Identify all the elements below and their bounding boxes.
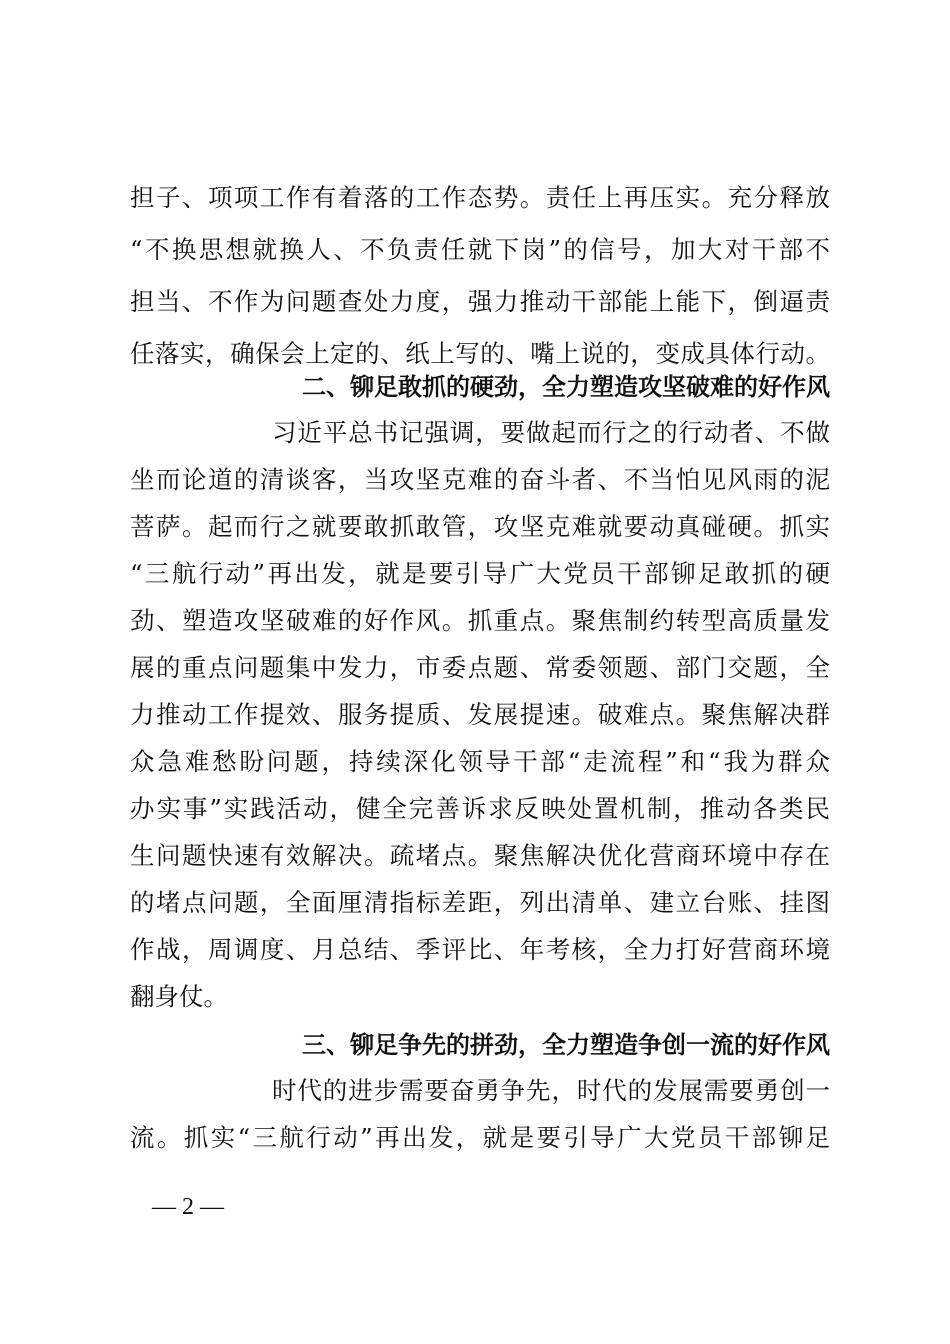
section-heading-2: 二、铆足敢抓的硬劲，全力塑造攻坚破难的好作风: [302, 373, 830, 401]
paragraph-line: 作战，周调度、月总结、季评比、年考核，全力打好营商环境: [130, 935, 830, 964]
paragraph-line: 习近平总书记强调，要做起而行之的行动者、不做: [272, 418, 830, 447]
paragraph-line: 生问题快速有效解决。疏堵点。聚焦解决优化营商环境中存在: [130, 841, 830, 870]
paragraph-line: 时代的进步需要奋勇争先，时代的发展需要勇创一: [272, 1076, 830, 1105]
paragraph-line: 流。抓实“三航行动”再出发，就是要引导广大党员干部铆足: [130, 1123, 830, 1152]
paragraph-line: 翻身仗。: [130, 982, 228, 1011]
paragraph-line: 担子、项项工作有着落的工作态势。责任上再压实。充分释放: [130, 183, 830, 212]
paragraph-line: 担当、不作为问题查处力度，强力推动干部能上能下，倒逼责: [130, 287, 830, 316]
paragraph-line: 劲、塑造攻坚破难的好作风。抓重点。聚焦制约转型高质量发: [130, 606, 830, 635]
paragraph-line: 任落实，确保会上定的、纸上写的、嘴上说的，变成具体行动。: [130, 339, 830, 368]
paragraph-line: 众急难愁盼问题，持续深化领导干部“走流程”和“我为群众: [130, 747, 830, 776]
paragraph-line: 的堵点问题，全面厘清指标差距，列出清单、建立台账、挂图: [130, 888, 830, 917]
page-number: — 2 —: [152, 1194, 224, 1220]
paragraph-line: “不换思想就换人、不负责任就下岗”的信号，加大对干部不: [130, 235, 830, 264]
paragraph-line: 菩萨。起而行之就要敢抓敢管，攻坚克难就要动真碰硬。抓实: [130, 512, 830, 541]
paragraph-line: 力推动工作提效、服务提质、发展提速。破难点。聚焦解决群: [130, 700, 830, 729]
paragraph-line: “三航行动”再出发，就是要引导广大党员干部铆足敢抓的硬: [130, 559, 830, 588]
section-heading-3: 三、铆足争先的拼劲，全力塑造争创一流的好作风: [302, 1031, 830, 1059]
paragraph-line: 展的重点问题集中发力，市委点题、常委领题、部门交题，全: [130, 653, 830, 682]
paragraph-line: 坐而论道的清谈客，当攻坚克难的奋斗者、不当怕见风雨的泥: [130, 465, 830, 494]
paragraph-line: 办实事”实践活动，健全完善诉求反映处置机制，推动各类民: [130, 794, 830, 823]
